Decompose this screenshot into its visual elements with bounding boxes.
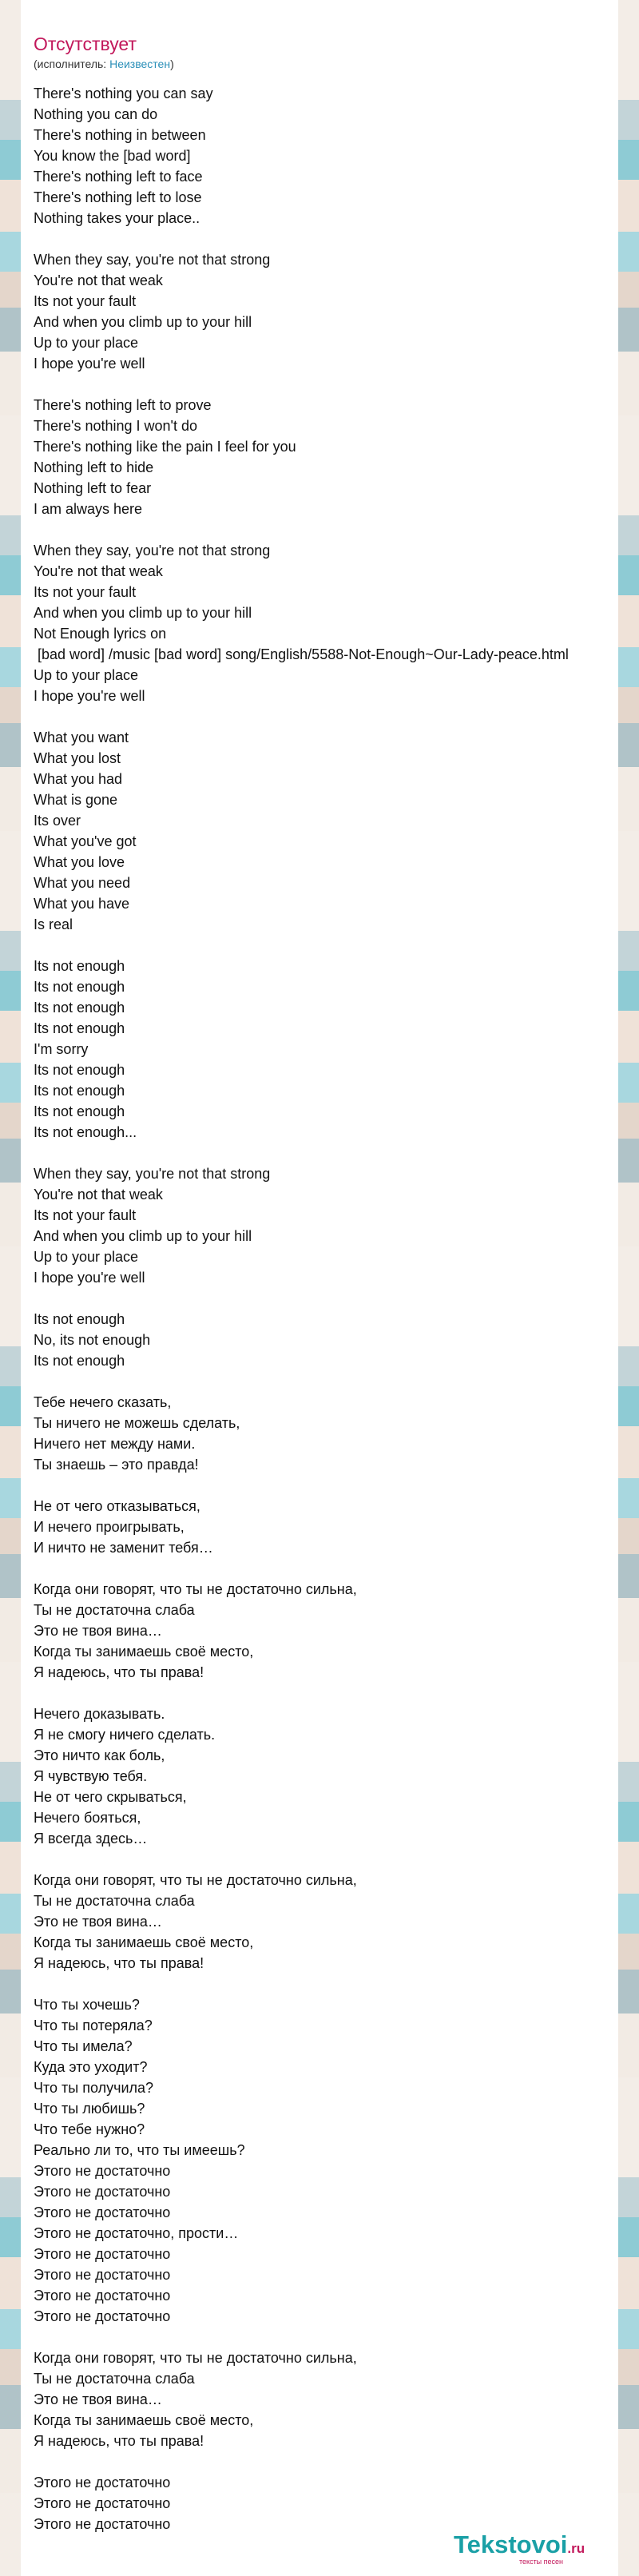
lyrics-stanza — [34, 2347, 625, 2451]
song-title: Отсутствует — [34, 34, 137, 54]
lyrics-line: Ты не достаточна слаба — [34, 1893, 195, 1909]
lyrics-line: Up to your place — [34, 1249, 139, 1265]
lyrics-line: Up to your place — [34, 667, 139, 683]
lyrics-line: Тебе нечего сказать, — [34, 1394, 172, 1410]
lyrics-line: Its not enough — [34, 1083, 125, 1099]
lyrics-line: I hope you're well — [34, 356, 145, 372]
artist-prefix: (исполнитель: — [34, 58, 110, 70]
lyrics-line: Этого не достаточно — [34, 2267, 171, 2283]
lyrics-stanza — [34, 956, 625, 1143]
lyrics-stanza — [34, 727, 625, 935]
lyrics-line: И нечего проигрывать, — [34, 1519, 185, 1535]
lyrics-line: There's nothing I won't do — [34, 418, 197, 434]
lyrics-line: Когда ты занимаешь своё место, — [34, 1934, 254, 1950]
lyrics-line: Этого не достаточно — [34, 2204, 171, 2220]
lyrics-line: Not Enough lyrics on — [34, 626, 167, 642]
lyrics-line: Up to your place — [34, 335, 139, 351]
lyrics-stanza — [34, 83, 625, 229]
lyrics-line: [bad word] /music [bad word] song/English/5588-Not-Enough~Our-Lady-peace.html — [34, 646, 569, 662]
lyrics-line: Nothing takes your place.. — [34, 210, 200, 226]
lyrics-line: No, its not enough — [34, 1332, 151, 1348]
lyrics-line: Этого не достаточно — [34, 2163, 171, 2179]
lyrics-line: Ничего нет между нами. — [34, 1436, 196, 1452]
lyrics-line: Не от чего скрываться, — [34, 1789, 187, 1805]
lyrics-body — [34, 83, 625, 2555]
logo-text: Tekstovoi — [454, 2530, 568, 2558]
lyrics-line: Что ты хочешь? — [34, 1997, 140, 2013]
lyrics-line: Этого не достаточно, прости… — [34, 2225, 239, 2241]
lyrics-line: There's nothing left to face — [34, 169, 203, 185]
lyrics-line: Its not your fault — [34, 584, 137, 600]
lyrics-line: What you want — [34, 729, 129, 745]
lyrics-line: Я надеюсь, что ты права! — [34, 1664, 204, 1680]
lyrics-line: Не от чего отказываться, — [34, 1498, 200, 1514]
lyrics-line: Its not your fault — [34, 1207, 137, 1223]
lyrics-line: Что ты имела? — [34, 2038, 133, 2054]
lyrics-line: I'm sorry — [34, 1041, 89, 1057]
lyrics-stanza — [34, 1496, 625, 1558]
lyrics-line: Реально ли то, что ты имеешь? — [34, 2142, 245, 2158]
lyrics-line: Its not enough — [34, 1311, 125, 1327]
lyrics-line: Этого не достаточно — [34, 2184, 171, 2200]
lyrics-line: Ты знаешь – это правда! — [34, 1457, 199, 1473]
lyrics-line: Когда ты занимаешь своё место, — [34, 1644, 254, 1660]
lyrics-line: Its not enough — [34, 1020, 125, 1036]
lyrics-stanza — [34, 1392, 625, 1475]
lyrics-line: Это не твоя вина… — [34, 1914, 162, 1930]
lyrics-line: There's nothing like the pain I feel for you — [34, 439, 296, 455]
lyrics-line: Это не твоя вина… — [34, 1623, 162, 1639]
lyrics-line: And when you climb up to your hill — [34, 605, 252, 621]
lyrics-line: Its not your fault — [34, 293, 137, 309]
lyrics-line: What you love — [34, 854, 125, 870]
lyrics-line: Этого не достаточно — [34, 2475, 171, 2491]
lyrics-stanza — [34, 249, 625, 374]
lyrics-line: Nothing left to hide — [34, 459, 154, 475]
lyrics-line: Этого не достаточно — [34, 2495, 171, 2511]
lyrics-line: Этого не достаточно — [34, 2308, 171, 2324]
lyrics-line: Я чувствую тебя. — [34, 1768, 148, 1784]
lyrics-stanza — [34, 2472, 625, 2534]
lyrics-line: Что ты потеряла? — [34, 2017, 153, 2033]
lyrics-line: Что тебе нужно? — [34, 2121, 145, 2137]
logo-tld: .ru — [567, 2541, 585, 2556]
lyrics-stanza — [34, 1309, 625, 1371]
artist-link[interactable]: Неизвестен — [109, 58, 171, 70]
lyrics-line: What you had — [34, 771, 123, 787]
lyrics-line: You're not that weak — [34, 272, 163, 288]
lyrics-line: You know the [bad word] — [34, 148, 191, 164]
lyrics-stanza — [34, 1703, 625, 1849]
lyrics-line: There's nothing in between — [34, 127, 206, 143]
lyrics-stanza — [34, 540, 625, 706]
lyrics-line: What is gone — [34, 792, 118, 808]
lyrics-line: Its not enough — [34, 979, 125, 995]
lyrics-line: Нечего доказывать. — [34, 1706, 165, 1722]
lyrics-line: What you lost — [34, 750, 121, 766]
lyrics-line: Its not enough — [34, 1103, 125, 1119]
lyrics-line: Нечего бояться, — [34, 1810, 141, 1826]
lyrics-line: Its not enough — [34, 1062, 125, 1078]
lyrics-line: Я надеюсь, что ты права! — [34, 1955, 204, 1971]
lyrics-line: You're not that weak — [34, 1187, 163, 1203]
lyrics-line: И ничто не заменит тебя… — [34, 1540, 213, 1556]
lyrics-line: Nothing left to fear — [34, 480, 152, 496]
lyrics-line: Ты ничего не можешь сделать, — [34, 1415, 240, 1431]
lyrics-line: Its not enough — [34, 1000, 125, 1016]
lyrics-line: Я не смогу ничего сделать. — [34, 1727, 216, 1743]
lyrics-line: Этого не достаточно — [34, 2288, 171, 2304]
lyrics-line: Its over — [34, 813, 81, 829]
lyrics-line: Это ничто как боль, — [34, 1747, 165, 1763]
lyrics-stanza — [34, 395, 625, 519]
logo-tagline: тексты песен — [519, 2558, 564, 2566]
lyrics-line: Я всегда здесь… — [34, 1831, 148, 1847]
lyrics-line: Nothing you can do — [34, 106, 158, 122]
lyrics-line: Этого не достаточно — [34, 2516, 171, 2532]
lyrics-line: Это не твоя вина… — [34, 2391, 162, 2407]
lyrics-line: I hope you're well — [34, 1270, 145, 1286]
lyrics-line: When they say, you're not that strong — [34, 1166, 271, 1182]
lyrics-line: And when you climb up to your hill — [34, 1228, 252, 1244]
lyrics-line: When they say, you're not that strong — [34, 543, 271, 559]
lyrics-line: There's nothing left to lose — [34, 189, 202, 205]
lyrics-stanza — [34, 1994, 625, 2327]
lyrics-line: Ты не достаточна слаба — [34, 1602, 195, 1618]
lyrics-line: Что ты получила? — [34, 2080, 154, 2096]
lyrics-line: Is real — [34, 916, 73, 932]
lyrics-line: Я надеюсь, что ты права! — [34, 2433, 204, 2449]
lyrics-line: Куда это уходит? — [34, 2059, 148, 2075]
lyrics-line: Ты не достаточна слаба — [34, 2371, 195, 2387]
lyrics-line: I hope you're well — [34, 688, 145, 704]
lyrics-line: Its not enough... — [34, 1124, 137, 1140]
lyrics-line: I am always here — [34, 501, 143, 517]
lyrics-line: Когда ты занимаешь своё место, — [34, 2412, 254, 2428]
lyrics-line: Its not enough — [34, 1353, 125, 1369]
lyrics-line: Когда они говорят, что ты не достаточно сильна, — [34, 1872, 357, 1888]
lyrics-line: And when you climb up to your hill — [34, 314, 252, 330]
lyrics-line: What you've got — [34, 833, 137, 849]
lyrics-line: Что ты любишь? — [34, 2101, 145, 2117]
lyrics-line: Its not enough — [34, 958, 125, 974]
artist-suffix: ) — [170, 58, 174, 70]
artist-line — [34, 57, 174, 71]
lyrics-line: You're not that weak — [34, 563, 163, 579]
lyrics-line: There's nothing left to prove — [34, 397, 212, 413]
lyrics-stanza — [34, 1579, 625, 1683]
lyrics-line: There's nothing you can say — [34, 85, 213, 101]
lyrics-line: Когда они говорят, что ты не достаточно сильна, — [34, 2350, 357, 2366]
lyrics-line: Когда они говорят, что ты не достаточно сильна, — [34, 1581, 357, 1597]
lyrics-line: What you have — [34, 896, 130, 912]
lyrics-line: Этого не достаточно — [34, 2246, 171, 2262]
lyrics-stanza — [34, 1870, 625, 1974]
lyrics-line: What you need — [34, 875, 131, 891]
lyrics-line: When they say, you're not that strong — [34, 252, 271, 268]
lyrics-stanza — [34, 1163, 625, 1288]
